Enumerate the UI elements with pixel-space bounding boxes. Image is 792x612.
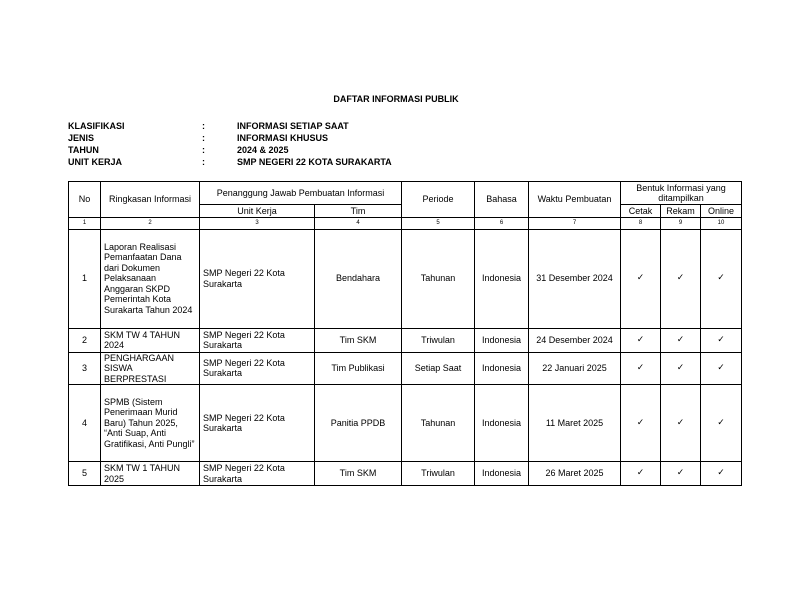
- meta-value: INFORMASI KHUSUS: [237, 133, 329, 143]
- column-number: 3: [200, 218, 315, 230]
- rekam-check-icon: ✓: [661, 328, 701, 352]
- cell-unit-kerja: SMP Negeri 22 Kota Surakarta: [200, 352, 315, 385]
- cell-waktu: 11 Maret 2025: [529, 385, 621, 462]
- cell-tim: Tim SKM: [315, 328, 402, 352]
- meta-colon: :: [202, 121, 205, 131]
- cell-unit-kerja: SMP Negeri 22 Kota Surakarta: [200, 229, 315, 328]
- rekam-check-icon: ✓: [661, 462, 701, 486]
- cetak-check-icon: ✓: [621, 229, 661, 328]
- online-check-icon: ✓: [701, 229, 742, 328]
- cell-ringkasan: SPMB (Sistem Penerimaan Murid Baru) Tahun 2025, “Anti Suap, Anti Gratifikasi, Anti Pungli”: [101, 385, 200, 462]
- cell-no: 2: [69, 328, 101, 352]
- cell-unit-kerja: SMP Negeri 22 Kota Surakarta: [200, 328, 315, 352]
- rekam-check-icon: ✓: [661, 229, 701, 328]
- table-row: [69, 352, 742, 385]
- cell-no: 5: [69, 462, 101, 486]
- column-number: 2: [101, 218, 200, 230]
- cell-ringkasan: Laporan Realisasi Pemanfaatan Dana dari Dokumen Pelaksanaan Anggaran SKPD Pemerintah Kota Surakarta Tahun 2024: [101, 229, 200, 328]
- cell-ringkasan: SKM TW 1 TAHUN 2025: [101, 462, 200, 486]
- rekam-check-icon: ✓: [661, 385, 701, 462]
- cetak-check-icon: ✓: [621, 385, 661, 462]
- cell-ringkasan: SKM TW 4 TAHUN 2024: [101, 328, 200, 352]
- column-number-row: [69, 218, 742, 230]
- cell-no: 1: [69, 229, 101, 328]
- cell-tim: Tim SKM: [315, 462, 402, 486]
- header-unit-kerja: Unit Kerja: [200, 205, 315, 218]
- column-number: 4: [315, 218, 402, 230]
- column-number: 10: [701, 218, 742, 230]
- meta-row-tahun: [68, 144, 392, 156]
- table-row: [69, 385, 742, 462]
- meta-key: TAHUN: [68, 145, 99, 155]
- cell-unit-kerja: SMP Negeri 22 Kota Surakarta: [200, 462, 315, 486]
- header-waktu-pembuatan: Waktu Pembuatan: [529, 182, 621, 218]
- cell-no: 3: [69, 352, 101, 385]
- meta-row-jenis: [68, 132, 392, 144]
- cell-periode: Setiap Saat: [402, 352, 475, 385]
- cetak-check-icon: ✓: [621, 352, 661, 385]
- cell-bahasa: Indonesia: [475, 462, 529, 486]
- online-check-icon: ✓: [701, 462, 742, 486]
- meta-colon: :: [202, 133, 205, 143]
- column-number: 9: [661, 218, 701, 230]
- cell-waktu: 22 Januari 2025: [529, 352, 621, 385]
- meta-key: UNIT KERJA: [68, 157, 123, 167]
- meta-colon: :: [202, 157, 205, 167]
- cetak-check-icon: ✓: [621, 462, 661, 486]
- cell-waktu: 24 Desember 2024: [529, 328, 621, 352]
- online-check-icon: ✓: [701, 385, 742, 462]
- page-title: DAFTAR INFORMASI PUBLIK: [333, 94, 459, 104]
- header-periode: Periode: [402, 182, 475, 218]
- cell-bahasa: Indonesia: [475, 328, 529, 352]
- cell-bahasa: Indonesia: [475, 385, 529, 462]
- column-number: 7: [529, 218, 621, 230]
- online-check-icon: ✓: [701, 328, 742, 352]
- header-rekam: Rekam: [661, 205, 701, 218]
- cell-bahasa: Indonesia: [475, 229, 529, 328]
- header-bentuk-informasi: Bentuk Informasi yang ditampilkan: [621, 182, 742, 205]
- cell-periode: Tahunan: [402, 229, 475, 328]
- cell-bahasa: Indonesia: [475, 352, 529, 385]
- meta-row-klasifikasi: [68, 120, 392, 132]
- meta-key: KLASIFIKASI: [68, 121, 125, 131]
- cell-ringkasan: PENGHARGAAN SISWA BERPRESTASI: [101, 352, 200, 385]
- header-row-1: [69, 182, 742, 205]
- cell-periode: Triwulan: [402, 462, 475, 486]
- column-number: 1: [69, 218, 101, 230]
- cetak-check-icon: ✓: [621, 328, 661, 352]
- cell-periode: Triwulan: [402, 328, 475, 352]
- cell-tim: Panitia PPDB: [315, 385, 402, 462]
- header-cetak: Cetak: [621, 205, 661, 218]
- cell-waktu: 26 Maret 2025: [529, 462, 621, 486]
- meta-value: INFORMASI SETIAP SAAT: [237, 121, 349, 131]
- public-information-table: [68, 181, 742, 486]
- column-number: 5: [402, 218, 475, 230]
- cell-tim: Tim Publikasi: [315, 352, 402, 385]
- meta-key: JENIS: [68, 133, 95, 143]
- cell-periode: Tahunan: [402, 385, 475, 462]
- cell-unit-kerja: SMP Negeri 22 Kota Surakarta: [200, 385, 315, 462]
- rekam-check-icon: ✓: [661, 352, 701, 385]
- document-metadata: [68, 120, 392, 168]
- cell-waktu: 31 Desember 2024: [529, 229, 621, 328]
- cell-no: 4: [69, 385, 101, 462]
- table-row: [69, 462, 742, 486]
- table-row: [69, 229, 742, 328]
- meta-colon: :: [202, 145, 205, 155]
- column-number: 8: [621, 218, 661, 230]
- online-check-icon: ✓: [701, 352, 742, 385]
- meta-row-unit-kerja: [68, 156, 392, 168]
- column-number: 6: [475, 218, 529, 230]
- meta-value: 2024 & 2025: [237, 145, 289, 155]
- header-penanggung-jawab: Penanggung Jawab Pembuatan Informasi: [200, 182, 402, 205]
- meta-value: SMP NEGERI 22 KOTA SURAKARTA: [237, 157, 392, 167]
- header-online: Online: [701, 205, 742, 218]
- table-row: [69, 328, 742, 352]
- header-tim: Tim: [315, 205, 402, 218]
- header-bahasa: Bahasa: [475, 182, 529, 218]
- header-ringkasan: Ringkasan Informasi: [101, 182, 200, 218]
- header-no: No: [69, 182, 101, 218]
- cell-tim: Bendahara: [315, 229, 402, 328]
